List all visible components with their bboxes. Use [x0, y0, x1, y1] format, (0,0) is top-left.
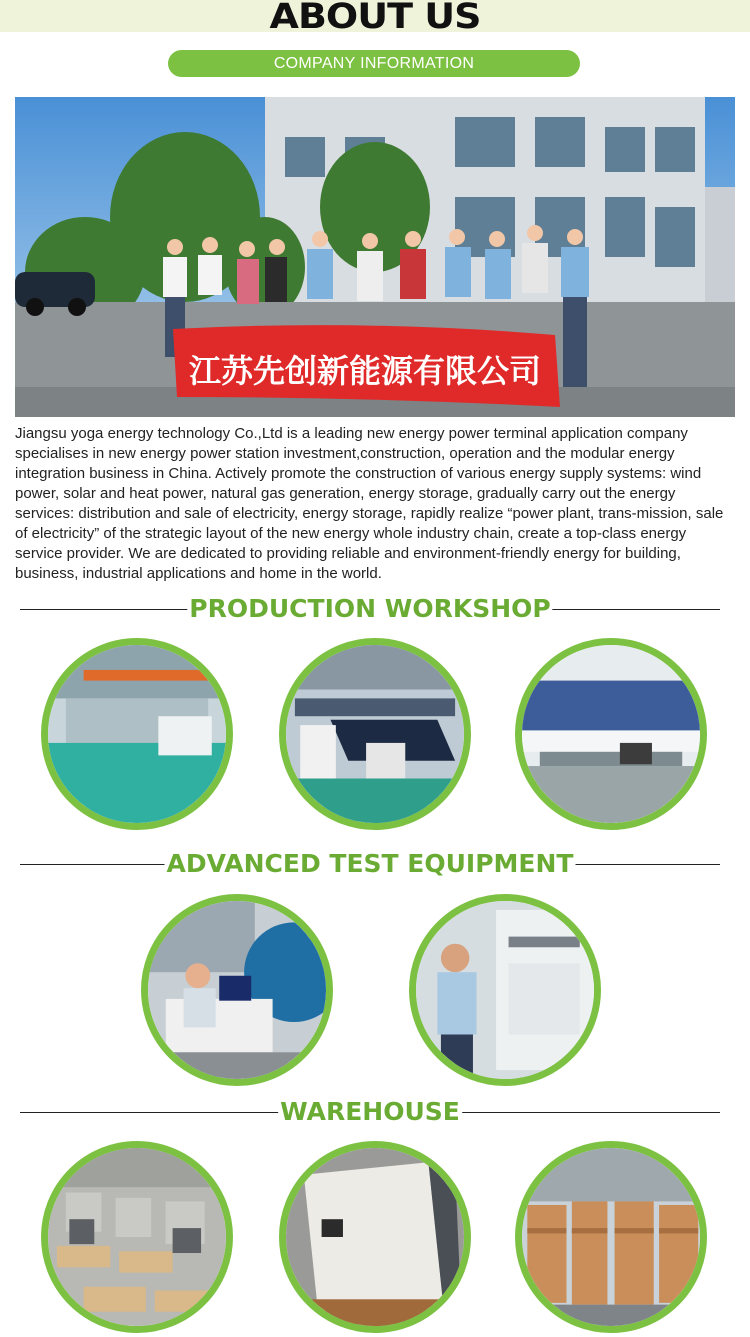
warehouse-heading: [20, 1097, 720, 1127]
warehouse-photo-1: [41, 1141, 233, 1333]
advanced-test-equipment-heading: [20, 849, 720, 879]
section-label: ADVANCED TEST EQUIPMENT: [166, 849, 574, 878]
test-equipment-photo-2: [409, 894, 601, 1086]
workshop-photo-1: [41, 638, 233, 830]
section-label: PRODUCTION WORKSHOP: [189, 594, 551, 623]
company-team-photo: [15, 97, 735, 417]
warehouse-photo-2: [279, 1141, 471, 1333]
section-label: WAREHOUSE: [280, 1097, 460, 1126]
test-equipment-photo-1: [141, 894, 333, 1086]
page-title: ABOUT US: [269, 0, 481, 37]
company-description: Jiangsu yoga energy technology Co.,Ltd is a leading new energy power terminal application company specialises in new energy power station investment,construction, operation and the modular energy integration business in China. Actively promote the construction of various energy supply systems: wind power, solar and heat power, natural gas generation, energy storage, gradually carry out the energy services: distribution and sale of electricity, energy storage, rapidly realize “power plant, trans-mission, sale of electricity” of the strategic layout of the new energy whole industry chain, create a top-class energy service provider. We are dedicated to providing reliable and environment-friendly energy for building, business, industrial applications and home in the world.: [15, 425, 724, 582]
company-information-pill: COMPANY INFORMATION: [168, 50, 580, 77]
banner-text: 江苏先创新能源有限公司: [188, 352, 542, 390]
workshop-photo-2: [279, 638, 471, 830]
workshop-photo-3: [515, 638, 707, 830]
warehouse-photo-3: [515, 1141, 707, 1333]
production-workshop-heading: [20, 594, 720, 624]
